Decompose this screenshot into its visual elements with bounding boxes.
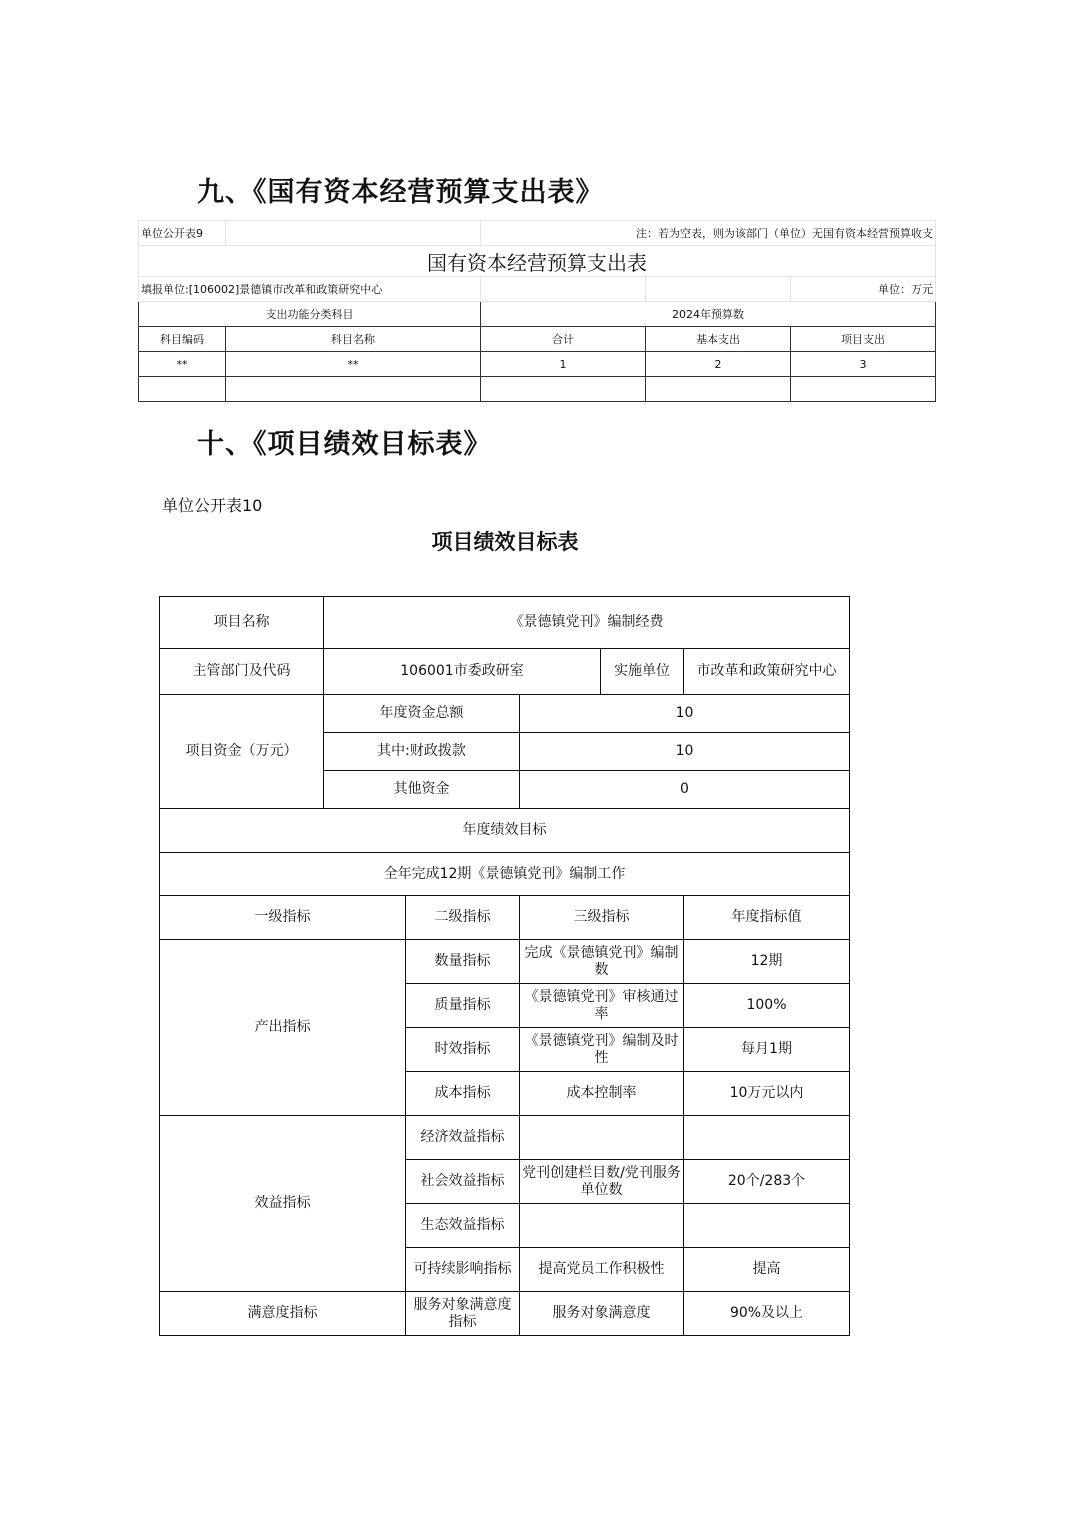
performance-target-table	[159, 596, 850, 1336]
department: 106001市委政研室	[324, 649, 601, 695]
section-10-heading: 十、《项目绩效目标表》	[197, 429, 492, 460]
target-value: 10万元以内	[684, 1072, 850, 1116]
level2-indicator: 生态效益指标	[406, 1204, 520, 1248]
level3-indicator: 《景德镇党刊》编制及时性	[520, 1028, 684, 1072]
table-number: 单位公开表9	[139, 221, 226, 246]
section-9-heading: 九、《国有资本经营预算支出表》	[197, 177, 604, 208]
column-header: 二级指标	[406, 896, 520, 940]
table-row	[160, 1292, 850, 1336]
level3-indicator	[520, 1116, 684, 1160]
level2-indicator: 数量指标	[406, 940, 520, 984]
level1-indicator: 满意度指标	[160, 1292, 406, 1336]
column-header: 科目编码	[139, 327, 226, 352]
table-cell: **	[226, 352, 481, 377]
target-value: 12期	[684, 940, 850, 984]
implementing-unit: 市改革和政策研究中心	[684, 649, 850, 695]
label: 实施单位	[601, 649, 684, 695]
level2-indicator: 服务对象满意度指标	[406, 1292, 520, 1336]
column-header: 年度指标值	[684, 896, 850, 940]
column-header: 三级指标	[520, 896, 684, 940]
level2-indicator: 经济效益指标	[406, 1116, 520, 1160]
state-capital-expenditure-table	[138, 220, 936, 402]
label: 年度绩效目标	[160, 809, 850, 853]
target-value: 提高	[684, 1248, 850, 1292]
fund-label: 其他资金	[324, 771, 520, 809]
level1-indicator: 效益指标	[160, 1116, 406, 1292]
label: 项目名称	[160, 597, 324, 649]
fund-value: 10	[520, 733, 850, 771]
level3-indicator: 提高党员工作积极性	[520, 1248, 684, 1292]
target-value: 每月1期	[684, 1028, 850, 1072]
table-title: 国有资本经营预算支出表	[139, 246, 936, 277]
table-cell: 2	[646, 352, 791, 377]
table-cell: 3	[791, 352, 936, 377]
level3-indicator: 成本控制率	[520, 1072, 684, 1116]
target-value	[684, 1116, 850, 1160]
fund-label: 其中:财政拨款	[324, 733, 520, 771]
target-value	[684, 1204, 850, 1248]
unit-label: 单位：万元	[791, 277, 936, 302]
target-value: 100%	[684, 984, 850, 1028]
table-row	[160, 1116, 850, 1160]
filler-unit: 填报单位:[106002]景德镇市改革和政策研究中心	[139, 277, 481, 302]
group-header: 2024年预算数	[481, 302, 936, 327]
table-cell: 1	[481, 352, 646, 377]
group-header: 支出功能分类科目	[139, 302, 481, 327]
level2-indicator: 时效指标	[406, 1028, 520, 1072]
target-value: 20个/283个	[684, 1160, 850, 1204]
label: 项目资金（万元）	[160, 695, 324, 809]
table-number: 单位公开表10	[162, 496, 263, 515]
table-title: 项目绩效目标表	[431, 529, 579, 554]
level3-indicator	[520, 1204, 684, 1248]
level2-indicator: 可持续影响指标	[406, 1248, 520, 1292]
project-name: 《景德镇党刊》编制经费	[324, 597, 850, 649]
annual-goal: 全年完成12期《景德镇党刊》编制工作	[160, 853, 850, 896]
fund-label: 年度资金总额	[324, 695, 520, 733]
level2-indicator: 质量指标	[406, 984, 520, 1028]
column-header: 项目支出	[791, 327, 936, 352]
column-header: 科目名称	[226, 327, 481, 352]
column-header: 合计	[481, 327, 646, 352]
table-row	[160, 940, 850, 984]
fund-value: 0	[520, 771, 850, 809]
label: 主管部门及代码	[160, 649, 324, 695]
level2-indicator: 成本指标	[406, 1072, 520, 1116]
column-header: 基本支出	[646, 327, 791, 352]
level3-indicator: 服务对象满意度	[520, 1292, 684, 1336]
level2-indicator: 社会效益指标	[406, 1160, 520, 1204]
column-header: 一级指标	[160, 896, 406, 940]
table-note: 注：若为空表，则为该部门（单位）无国有资本经营预算收支	[481, 221, 936, 246]
level3-indicator: 党刊创建栏目数/党刊服务单位数	[520, 1160, 684, 1204]
fund-value: 10	[520, 695, 850, 733]
level1-indicator: 产出指标	[160, 940, 406, 1116]
level3-indicator: 完成《景德镇党刊》编制数	[520, 940, 684, 984]
level3-indicator: 《景德镇党刊》审核通过率	[520, 984, 684, 1028]
target-value: 90%及以上	[684, 1292, 850, 1336]
table-cell: **	[139, 352, 226, 377]
